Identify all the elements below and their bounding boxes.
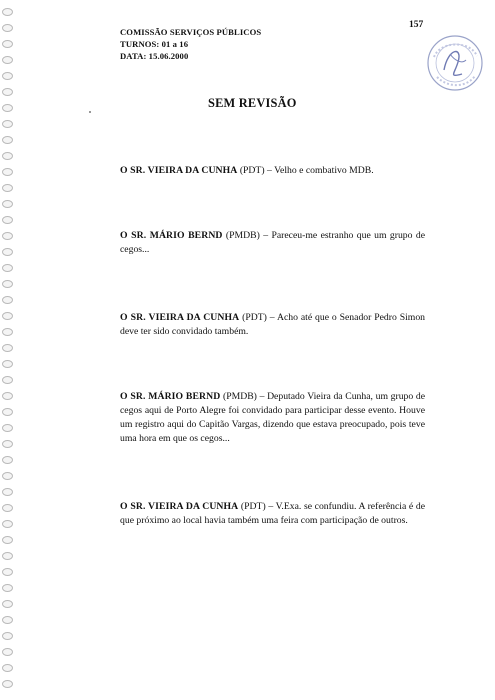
punch-hole-icon	[2, 456, 13, 464]
punch-hole-icon	[2, 56, 13, 64]
punch-hole-icon	[2, 520, 13, 528]
page-mark	[89, 111, 91, 113]
punch-hole-icon	[2, 264, 13, 272]
document-header	[120, 26, 261, 62]
speaker-name: O SR. VIEIRA DA CUNHA	[120, 311, 240, 323]
speaker-name: O SR. VIEIRA DA CUNHA	[120, 164, 238, 176]
speech-separator: –	[263, 229, 269, 241]
punch-hole-icon	[2, 632, 13, 640]
punch-hole-icon	[2, 232, 13, 240]
speech-paragraph	[120, 311, 425, 339]
punch-hole-icon	[2, 248, 13, 256]
punch-hole-icon	[2, 328, 13, 336]
binder-holes	[2, 8, 18, 698]
party-label: (PMDB)	[225, 229, 260, 241]
speaker-name: O SR. MÁRIO BERND	[120, 390, 221, 402]
speech-paragraph	[120, 500, 425, 528]
punch-hole-icon	[2, 40, 13, 48]
speech-text: Acho até que o Senador Pedro Simon deve ter sido convidado também.	[120, 311, 426, 337]
punch-hole-icon	[2, 568, 13, 576]
speech-text: V.Exa. se confundiu. A referência é de que próximo ao local havia também uma feira com participação de outros.	[120, 500, 426, 526]
shifts-line: TURNOS: 01 a 16	[120, 39, 189, 49]
punch-hole-icon	[2, 184, 13, 192]
punch-hole-icon	[2, 296, 13, 304]
punch-hole-icon	[2, 152, 13, 160]
punch-hole-icon	[2, 136, 13, 144]
punch-hole-icon	[2, 504, 13, 512]
speech-paragraph	[120, 390, 425, 447]
punch-hole-icon	[2, 8, 13, 16]
punch-hole-icon	[2, 104, 13, 112]
punch-hole-icon	[2, 344, 13, 352]
party-label: (PMDB)	[222, 390, 257, 402]
punch-hole-icon	[2, 424, 13, 432]
punch-hole-icon	[2, 536, 13, 544]
party-label: (PDT)	[239, 164, 265, 176]
document-title: SEM REVISÃO	[208, 96, 297, 110]
speech-separator: –	[269, 311, 275, 323]
punch-hole-icon	[2, 664, 13, 672]
punch-hole-icon	[2, 440, 13, 448]
punch-hole-icon	[2, 680, 13, 688]
seal-stamp-icon	[424, 32, 486, 94]
punch-hole-icon	[2, 24, 13, 32]
punch-hole-icon	[2, 360, 13, 368]
party-label: (PDT)	[240, 500, 266, 512]
punch-hole-icon	[2, 472, 13, 480]
punch-hole-icon	[2, 616, 13, 624]
speaker-name: O SR. MÁRIO BERND	[120, 229, 223, 241]
punch-hole-icon	[2, 392, 13, 400]
punch-hole-icon	[2, 200, 13, 208]
punch-hole-icon	[2, 312, 13, 320]
punch-hole-icon	[2, 216, 13, 224]
punch-hole-icon	[2, 280, 13, 288]
punch-hole-icon	[2, 648, 13, 656]
party-label: (PDT)	[242, 311, 267, 323]
punch-hole-icon	[2, 72, 13, 80]
punch-hole-icon	[2, 376, 13, 384]
speech-text: Deputado Vieira da Cunha, um grupo de cegos aqui de Porto Alegre foi convidado para participar desse evento. Houve um registro aqui do Capitão Vargas, dizendo que estava preocupado, pois teve uma hora em que os cegos...	[120, 390, 426, 445]
date-line: DATA: 15.06.2000	[120, 51, 189, 61]
page-number: 157	[409, 20, 424, 30]
punch-hole-icon	[2, 88, 13, 96]
punch-hole-icon	[2, 168, 13, 176]
speaker-name: O SR. VIEIRA DA CUNHA	[120, 500, 239, 512]
speech-text: Pareceu-me estranho que um grupo de cegos...	[120, 229, 426, 255]
committee-name: COMISSÃO SERVIÇOS PÚBLICOS	[120, 27, 262, 37]
speech-paragraph	[120, 164, 425, 178]
speech-separator: –	[259, 390, 265, 402]
punch-hole-icon	[2, 408, 13, 416]
speech-separator: –	[267, 164, 272, 176]
punch-hole-icon	[2, 120, 13, 128]
punch-hole-icon	[2, 600, 13, 608]
speech-paragraph	[120, 229, 425, 257]
punch-hole-icon	[2, 488, 13, 496]
punch-hole-icon	[2, 584, 13, 592]
speech-separator: –	[268, 500, 274, 512]
speech-text: Velho e combativo MDB.	[274, 164, 374, 176]
punch-hole-icon	[2, 552, 13, 560]
